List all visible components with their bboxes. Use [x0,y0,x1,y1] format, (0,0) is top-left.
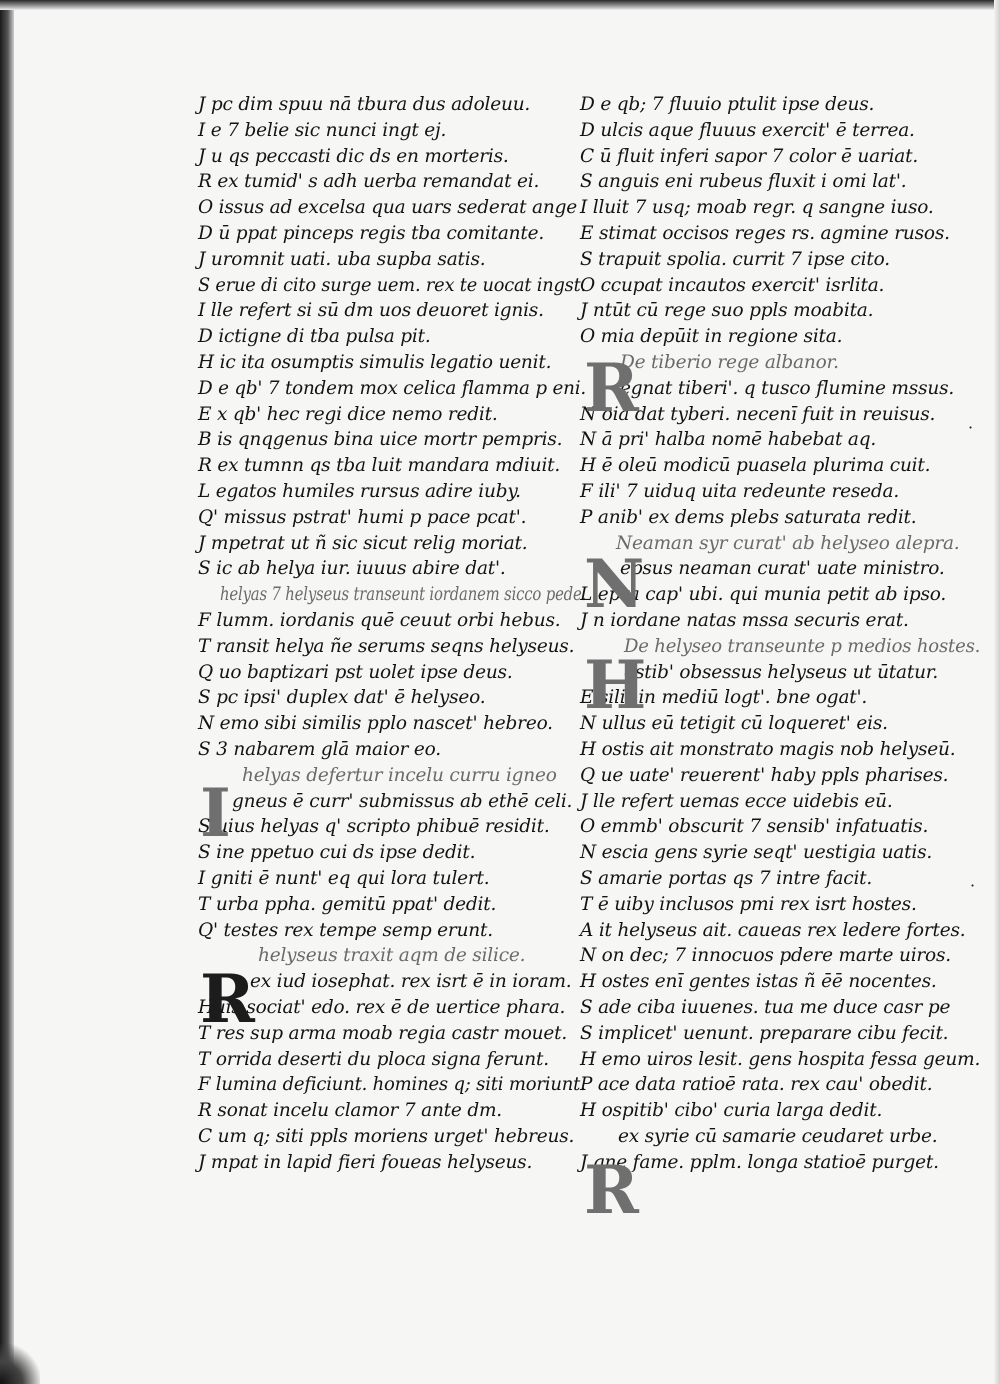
manuscript-line: O issus ad excelsa qua uars sederat ange [198,197,577,219]
manuscript-line: H ē oleū modicū puasela plurima cuit. [580,455,931,477]
manuscript-line: S 3 nabarem glā maior eo. [198,739,441,760]
manuscript-line: E silit in mediū logt'. bne ogat'. [580,687,868,709]
scan-edge-right [994,0,1000,1384]
manuscript-line: De helyseo transeunte p medios hostes. [624,635,981,657]
manuscript-line: H ostes enī gentes istas ñ ēē nocentes. [580,971,937,993]
scan-edge-top [0,0,1000,10]
manuscript-line: J mpetrat ut ñ sic sicut relig moriat. [198,532,528,554]
manuscript-line: De tiberio rege albanor. [620,352,839,373]
manuscript-line: H ospitib' cibo' curia larga dedit. [580,1100,883,1122]
manuscript-line: T ē uiby inclusos pmi rex isrt hostes. [580,893,917,915]
manuscript-line: O mia depūit in regione sita. [580,326,843,348]
manuscript-line: D e qb' 7 tondem mox celica flamma p eni. [198,377,587,399]
manuscript-line: S pc ipsi' duplex dat' ē helyseo. [198,687,486,709]
manuscript-line: C um q; siti ppls moriens urget' hebreus. [198,1126,575,1147]
manuscript-line: J mpat in lapid fieri foueas helyseus. [198,1151,533,1173]
manuscript-line: Huis sociat' edo. rex ē de uertice phara. [198,997,566,1018]
manuscript-line: J gne fame. pplm. longa statioē purget. [580,1151,939,1173]
manuscript-line: J u qs peccasti dic ds en morteris. [198,145,509,167]
margin-mark: · [970,876,976,895]
manuscript-line: ex syrie cū samarie ceudaret urbe. [618,1126,938,1147]
manuscript-line: S implicet' uenunt. preparare cibu fecit. [580,1022,949,1044]
manuscript-line: I lle refert si sū dm uos deuoret ignis. [198,300,544,322]
manuscript-line: C ū fluit inferi sapor 7 color ē uariat. [580,145,919,167]
manuscript-line: H ostis ait monstrato magis nob helyseū. [580,739,956,760]
manuscript-line: T urba ppha. gemitū ppat' dedit. [198,893,497,915]
manuscript-line: N emo sibi similis pplo nascet' hebreo. [198,713,553,735]
manuscript-line: N on dec; 7 innocuos pdere marte uiros. [580,945,951,967]
manuscript-line: T res sup arma moab regia castr mouet. [198,1022,568,1044]
manuscript-line: I e 7 belie sic nunci ingt ej. [198,119,447,141]
manuscript-line: J n iordane natas mssa securis erat. [580,610,909,631]
manuscript-line: L epra cap' ubi. qui munia petit ab ipso. [580,584,947,606]
manuscript-line: N oiā dat tyberi. necenī fuit in reuisus. [580,403,936,425]
margin-mark: · [968,418,974,437]
manuscript-line: B is qnqgenus bina uice mortr pempris. [198,429,563,451]
manuscript-line: J pc dim spuu nā tbura dus adoleuu. [198,94,531,115]
manuscript-line: Q' missus pstrat' humi p pace pcat'. [198,506,527,528]
initial-R2-right: R [584,1151,639,1229]
manuscript-line: F lumina deficiunt. homines q; siti moriunt. [198,1074,586,1096]
manuscript-line: R sonat incelu clamor 7 ante dm. [198,1100,502,1122]
manuscript-line: T ransit helya ñe serums seqns helyseus. [198,635,575,657]
manuscript-line: D ulcis aque fluuus exercit' ē terrea. [580,119,915,141]
manuscript-line: D ū ppat pinceps regis tba comitante. [198,223,545,244]
manuscript-line: Q uo baptizari pst uolet ipse deus. [198,661,513,683]
manuscript-line: E stimat occisos reges rs. agmine rusos. [580,223,950,244]
manuscript-line: H ic ita osumptis simulis legatio uenit. [198,352,552,373]
manuscript-line: S erue di cito surge uem. rex te uocat ingst. [198,274,587,296]
manuscript-line: J uromnit uati. uba supba satis. [198,248,486,270]
manuscript-line: egnat tiberi'. q tusco flumine mssus. [620,377,955,399]
manuscript-line: R ex tumid' s adh uerba remandat ei. [198,171,540,193]
manuscript-line: R ex tumnn qs tba luit mandara mdiuit. [198,455,561,477]
manuscript-line: ostib' obsessus helyseus ut ūtatur. [624,661,939,683]
manuscript-line: S ic ab helya iur. iuuus abire dat'. [198,558,506,580]
manuscript-line: D ictigne di tba pulsa pit. [198,326,431,348]
manuscript-line: Q' testes rex tempe semp erunt. [198,919,493,941]
manuscript-line: helyas 7 helyseus transeunt iordanem sicco pede. [220,584,587,606]
manuscript-line: I lluit 7 usq; moab regr. q sangne iuso. [580,197,934,219]
manuscript-line: S trapuit spolia. currit 7 ipse cito. [580,248,890,270]
manuscript-line: O emmb' obscurit 7 sensib' infatuatis. [580,816,929,838]
manuscript-line: O ccupat incautos exercit' isrlita. [580,274,885,296]
initial-H-right: H [584,646,647,724]
initial-I-left: I [200,774,231,852]
initial-R-left: R [200,960,255,1038]
manuscript-line: T orrida deserti du ploca signa ferunt. [198,1048,549,1070]
manuscript-line: Q ue uate' reuerent' haby ppls pharises. [580,764,949,786]
manuscript-line: S ine ppetuo cui ds ipse dedit. [198,842,476,864]
manuscript-line: S amarie portas qs 7 intre facit. [580,868,873,889]
manuscript-line: E x qb' hec regi dice nemo redit. [198,403,498,425]
manuscript-line: N escia gens syrie seqt' uestigia uatis. [580,842,933,864]
initial-R-right: R [584,349,639,427]
manuscript-line: J ntūt cū rege suo ppls moabita. [580,300,874,322]
manuscript-line: J lle refert uemas ecce uidebis eū. [580,790,893,812]
manuscript-line: S anguis eni rubeus fluxit i omi lat'. [580,171,907,193]
manuscript-line: P anib' ex dems plebs saturata redit. [580,506,917,528]
manuscript-line: F lumm. iordanis quē ceuut orbi hebus. [198,610,561,631]
manuscript-line: Neaman syr curat' ab helyseo alepra. [616,532,960,554]
scan-corner-shadow [0,1344,40,1384]
manuscript-line: P ace data ratioē rata. rex cau' obedit. [580,1074,933,1096]
manuscript-line: F ili' 7 uiduq uita redeunte reseda. [580,481,900,502]
manuscript-line: ex iud iosephat. rex isrt ē in ioram. [250,971,572,993]
manuscript-line: I gniti ē nunt' eq qui lora tulert. [198,868,490,889]
manuscript-line: L egatos humiles rursus adire iuby. [198,481,521,502]
scan-edge-left [0,0,14,1384]
manuscript-line: N ullus eū tetigit cū loqueret' eis. [580,713,888,735]
manuscript-line: A it helyseus ait. caueas rex ledere fortes. [580,919,966,941]
manuscript-line: helyas defertur incelu curru igneo [242,764,557,786]
initial-N-right: N [584,545,645,623]
manuscript-line: S ade ciba iuuenes. tua me duce casr pe [580,997,951,1018]
manuscript-line: D e qb; 7 fluuio ptulit ipse deus. [580,94,875,115]
manuscript-line: gneus ē curr' submissus ab ethē celi. [232,790,573,812]
manuscript-line: epsus neaman curat' uate ministro. [620,558,945,580]
manuscript-line: S uius helyas q' scripto phibuē residit. [198,816,550,838]
manuscript-line: N ā pri' halba nomē habebat aq. [580,429,877,451]
manuscript-line: helyseus traxit aqm de silice. [258,945,526,967]
manuscript-line: H emo uiros lesit. gens hospita fessa geum. [580,1048,981,1070]
